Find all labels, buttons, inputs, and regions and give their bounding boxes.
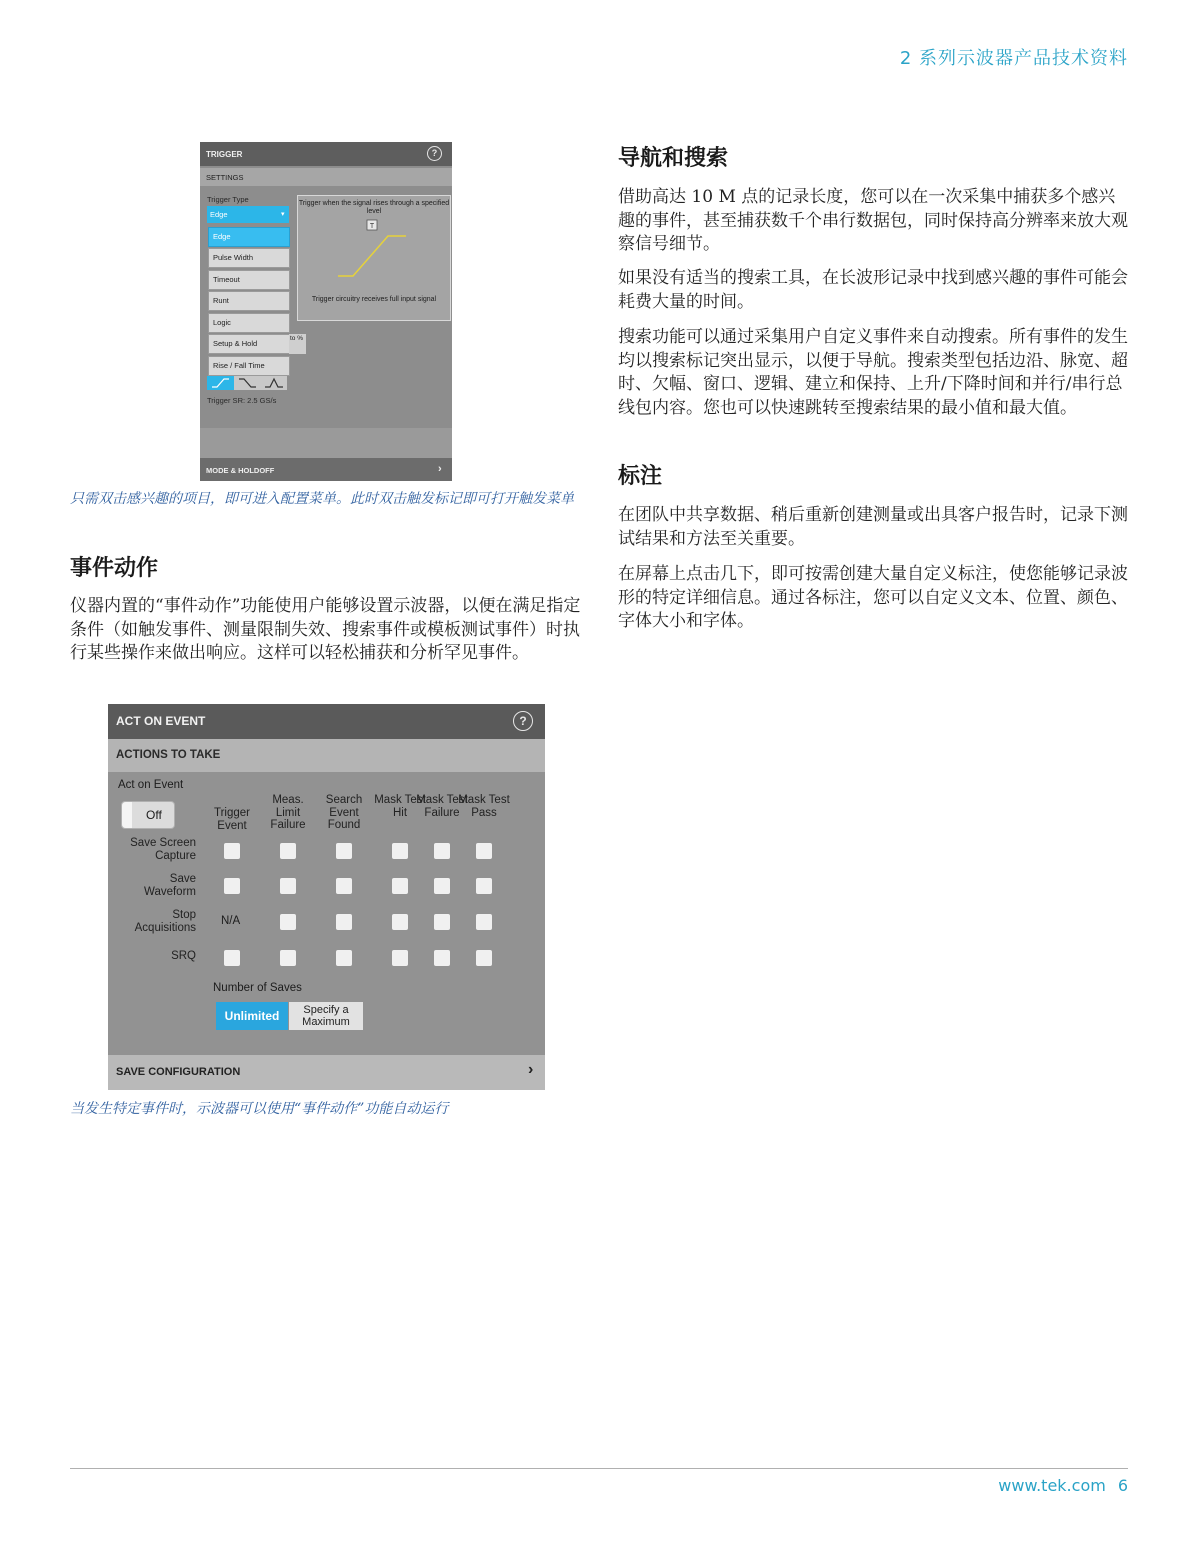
checkbox[interactable]: [224, 878, 240, 894]
background-waveform-area: [200, 428, 452, 458]
checkbox[interactable]: [434, 950, 450, 966]
column-mask-test-failure: Mask Test Failure: [416, 794, 468, 819]
rising-edge-waveform: [338, 236, 406, 276]
heading-annotation: 标注: [618, 464, 663, 489]
trigger-sr-label: Trigger SR: 2.5 GS/s: [207, 396, 277, 405]
checkbox[interactable]: [392, 878, 408, 894]
checkbox[interactable]: [476, 950, 492, 966]
paragraph-act-on-event: 仪器内置的“事件动作”功能使用户能够设置示波器，以便在满足指定条件（如触发事件、测量限制失效、搜索事件或模板测试事件）时执行某些操作来做出响应。这样可以轻松捕获和分析罕见事件。: [70, 596, 581, 663]
slope-selector[interactable]: [207, 376, 287, 390]
heading-act-on-event: 事件动作: [70, 556, 159, 581]
paragraph-record-length: 借助高达 10 M 点的记录长度，您可以在一次采集中捕获多个感兴趣的事件，甚至捕获数千个串行数据包，同时保持高分辨率来放大观察信号细节。: [618, 187, 1128, 254]
checkbox[interactable]: [392, 950, 408, 966]
trigger-option-runt[interactable]: Runt: [208, 291, 290, 311]
checkbox[interactable]: [476, 878, 492, 894]
row-save-waveform: Save Waveform: [144, 873, 196, 898]
checkbox[interactable]: [280, 878, 296, 894]
checkbox[interactable]: [336, 843, 352, 859]
trigger-description-box: [297, 195, 451, 321]
row-stop-acquisitions: Stop Acquisitions: [134, 909, 196, 934]
svg-text:T: T: [369, 223, 375, 230]
actions-to-take-bar: ACTIONS TO TAKE: [108, 739, 545, 772]
help-icon[interactable]: ?: [513, 711, 533, 731]
paragraph-search-tools: 如果没有适当的搜索工具，在长波形记录中找到感兴趣的事件可能会耗费大量的时间。: [618, 268, 1128, 312]
settings-label: SETTINGS: [206, 173, 244, 182]
footer: [998, 1476, 1128, 1495]
checkbox[interactable]: [336, 878, 352, 894]
slope-falling[interactable]: [234, 376, 261, 390]
checkbox[interactable]: [392, 843, 408, 859]
chevron-down-icon: ▾: [281, 211, 285, 218]
footer-divider: [70, 1468, 1128, 1469]
checkbox[interactable]: [280, 950, 296, 966]
trigger-menu-screenshot: [200, 142, 452, 481]
na-text: N/A: [221, 915, 241, 927]
trigger-panel-title: TRIGGER: [206, 150, 243, 159]
checkbox[interactable]: [392, 914, 408, 930]
trigger-option-timeout[interactable]: Timeout: [208, 270, 290, 290]
document-title: 2 系列示波器产品技术资料: [899, 48, 1128, 69]
column-mask-test-pass: Mask Test Pass: [458, 794, 510, 819]
slope-either[interactable]: [261, 376, 287, 390]
trigger-type-label: Trigger Type: [207, 195, 249, 204]
trigger-option-logic[interactable]: Logic: [208, 313, 290, 333]
trigger-option-pulse-width[interactable]: Pulse Width: [208, 248, 290, 268]
help-icon[interactable]: ?: [427, 146, 442, 161]
column-search-event-found: Search Event Found: [325, 794, 363, 831]
specify-maximum-button[interactable]: Specify a Maximum: [289, 1002, 363, 1030]
heading-navigation-search: 导航和搜索: [618, 146, 729, 171]
act-on-event-screenshot: [108, 704, 545, 1090]
act-on-event-label: Act on Event: [118, 779, 184, 791]
checkbox[interactable]: [280, 914, 296, 930]
checkbox[interactable]: [336, 950, 352, 966]
caption-act-on-event: 当发生特定事件时，示波器可以使用“事件动作”功能自动运行: [70, 1101, 449, 1117]
trigger-option-rise-fall[interactable]: Rise / Fall Time: [208, 356, 290, 376]
caption-trigger: 只需双击感兴趣的项目，即可进入配置菜单。此时双击触发标记即可打开触发菜单: [70, 491, 574, 507]
footer-url[interactable]: www.tek.com: [998, 1476, 1106, 1495]
checkbox[interactable]: [434, 914, 450, 930]
checkbox[interactable]: [224, 950, 240, 966]
number-of-saves-label: Number of Saves: [213, 982, 302, 994]
chevron-right-icon: ›: [528, 1061, 534, 1078]
edge-trigger-diagram: [298, 216, 450, 296]
level-percent-button[interactable]: to %: [289, 334, 306, 354]
paragraph-annotation-1: 在团队中共享数据、稍后重新创建测量或出具客户报告时，记录下测试结果和方法至关重要。: [618, 505, 1128, 549]
checkbox[interactable]: [434, 843, 450, 859]
trigger-option-edge[interactable]: Edge: [208, 227, 290, 247]
paragraph-search-function: 搜索功能可以通过采集用户自定义事件来自动搜索。所有事件的发生均以搜索标记突出显示，以便于导航。搜索类型包括边沿、脉宽、超时、欠幅、窗口、逻辑、建立和保持、上升/下降时间和并行/串行总线包内容。您也可以快速跳转至搜索结果的最小值和最大值。: [618, 327, 1128, 418]
mode-holdoff-bar[interactable]: MODE & HOLDOFF ›: [200, 458, 452, 481]
column-meas-limit-failure: Meas. Limit Failure: [270, 794, 306, 831]
row-srq: SRQ: [171, 950, 196, 962]
trigger-panel-header: [200, 142, 452, 166]
paragraph-annotation-2: 在屏幕上点击几下，即可按需创建大量自定义标注，使您能够记录波形的特定详细信息。通过各标注，您可以自定义文本、位置、颜色、字体大小和字体。: [618, 564, 1128, 631]
act-on-event-toggle[interactable]: Off: [121, 801, 175, 829]
column-mask-test-hit: Mask Test Hit: [374, 794, 426, 819]
checkbox[interactable]: [280, 843, 296, 859]
checkbox[interactable]: [434, 878, 450, 894]
checkbox[interactable]: [476, 914, 492, 930]
unlimited-button[interactable]: Unlimited: [216, 1002, 288, 1030]
checkbox[interactable]: [336, 914, 352, 930]
save-configuration-bar[interactable]: SAVE CONFIGURATION ›: [108, 1055, 545, 1090]
trigger-option-setup-hold[interactable]: Setup & Hold: [208, 334, 290, 354]
trigger-type-dropdown[interactable]: Edge ▾: [207, 206, 289, 223]
trigger-description-top: Trigger when the signal rises through a specified level: [298, 200, 450, 215]
settings-bar: [200, 168, 452, 186]
checkbox[interactable]: [476, 843, 492, 859]
page-number: 6: [1117, 1476, 1128, 1495]
trigger-description-bottom: Trigger circuitry receives full input signal: [311, 296, 437, 303]
chevron-right-icon: ›: [438, 463, 442, 475]
slope-rising[interactable]: [207, 376, 234, 390]
act-on-event-header: ACT ON EVENT ?: [108, 704, 545, 739]
row-save-screen-capture: Save Screen Capture: [130, 837, 196, 862]
checkbox[interactable]: [224, 843, 240, 859]
column-trigger-event: Trigger Event: [214, 807, 250, 832]
